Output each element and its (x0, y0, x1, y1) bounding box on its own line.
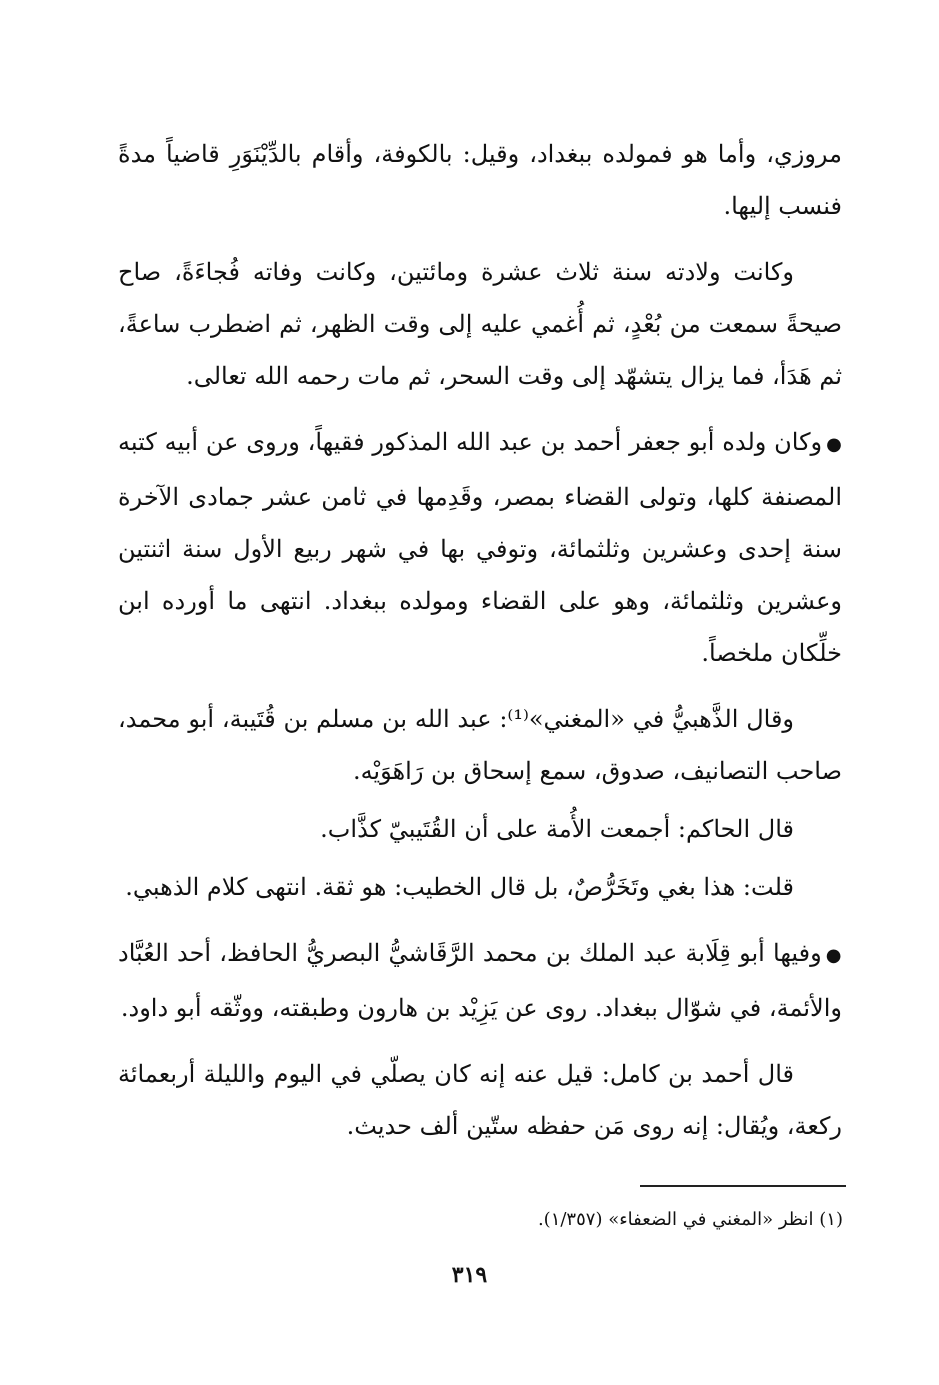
paragraph-2: وكانت ولادته سنة ثلاث عشرة ومائتين، وكانت وفاته فُجاءَةً، صاح صيحةً سمعت من بُعْدٍ، ثم أُغمي عليه إلى وقت الظهر، ثم اضطرب ساعةً، ثم هَدَأ، فما يزال يتشهّد إلى وقت السحر، ثم مات رحمه الله تعالى. (118, 258, 842, 390)
bullet-icon: ● (826, 434, 842, 455)
paragraph-3 (118, 416, 842, 679)
main-text (118, 128, 842, 1166)
paragraph-7 (118, 927, 842, 1034)
paragraph-8: قال أحمد بن كامل: قيل عنه إنه كان يصلّي في اليوم والليلة أربعمائة ركعة، ويُقال: إنه روى مَن حفظه ستّين ألف حديث. (118, 1060, 842, 1140)
page-number: ٣١٩ (451, 1262, 488, 1288)
paragraph-4: وقال الذَّهبيُّ في «المغني»⁽¹⁾: عبد الله بن مسلم بن قُتَيبة، أبو محمد، صاحب التصانيف، صدوق، سمع إسحاق بن رَاهَوَيْه. (118, 705, 842, 785)
bullet-icon: ● (825, 945, 842, 966)
paragraph-6: قلت: هذا بغي وتَخَرُّصٌ، بل قال الخطيب: هو ثقة. انتهى كلام الذهبي. (125, 873, 794, 901)
paragraph-1: مروزي، وأما هو فمولده ببغداد، وقيل: بالكوفة، وأقام بالدِّيْنَوَرِ قاضياً مدةً فنسب إليها. (118, 140, 842, 220)
paragraph-3-text: وكان ولده أبو جعفر أحمد بن عبد الله المذكور فقيهاً، وروى عن أبيه كتبه المصنفة كلها، وتولى القضاء بمصر، وقَدِمها في ثامن عشر جمادى الآخرة سنة إحدى وعشرين وثلثمائة، وتوفي بها في شهر ربيع الأول سنة اثنتين وعشرين وثلثمائة، وهو على القضاء ومولده ببغداد. انتهى ما أورده ابن خلِّكان ملخصاً. (118, 428, 842, 667)
footnote: (١) انظر «المغني في الضعفاء» (١/٣٥٧). (537, 1209, 843, 1230)
paragraph-7-text: وفيها أبو قِلَابة عبد الملك بن محمد الرَّقَاشيُّ البصريُّ الحافظ، أحد العُبَّاد والأئمة، في شوّال ببغداد. روى عن يَزِيْد بن هارون وطبقته، ووثّقه أبو داود. (118, 939, 842, 1022)
paragraph-5: قال الحاكم: أجمعت الأُمة على أن القُتَيبيّ كذَّاب. (320, 815, 794, 843)
footnote-divider (640, 1185, 846, 1187)
